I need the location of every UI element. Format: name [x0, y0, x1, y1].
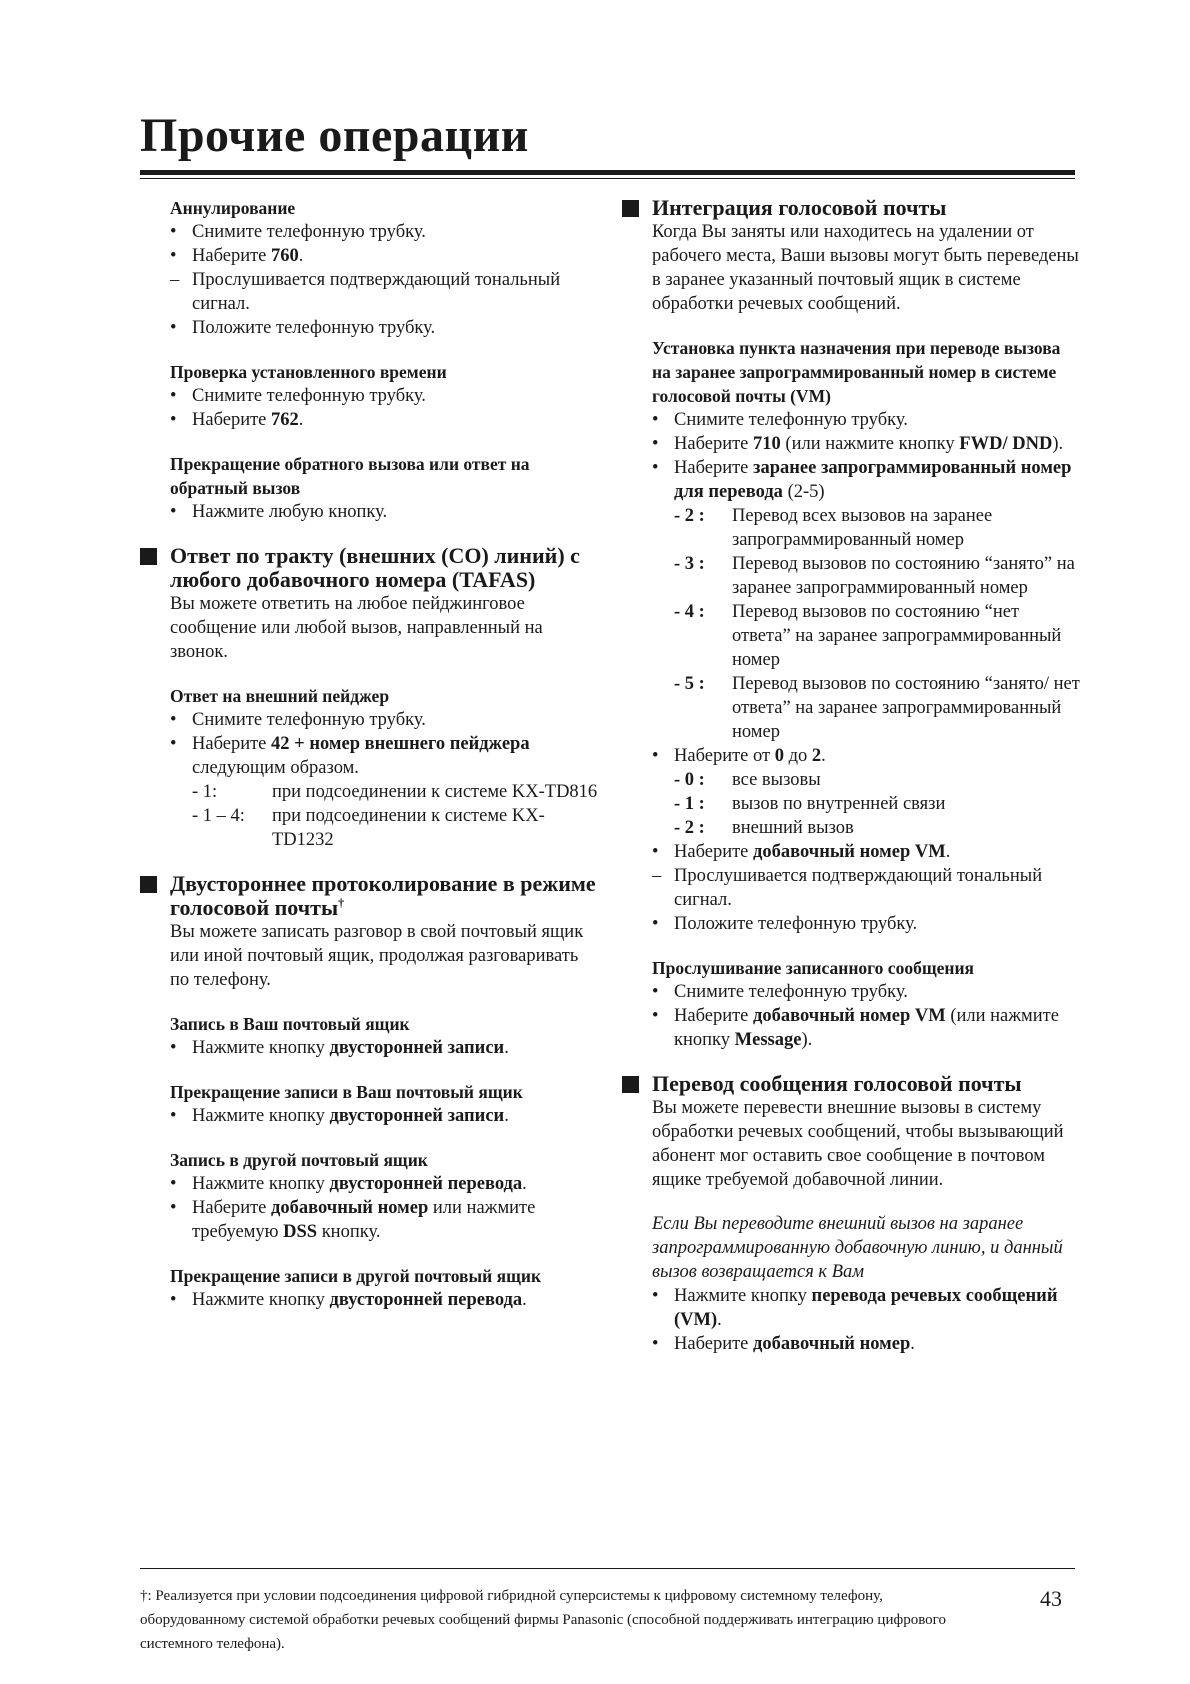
record-other-title: Запись в другой почтовый ящик — [170, 1150, 428, 1170]
stop-callback-steps — [140, 500, 600, 524]
square-bullet-icon — [622, 200, 639, 217]
list-item: • Снимите телефонную трубку. — [652, 980, 1082, 1004]
list-item: • Наберите от 0 до 2. - 0 : все вызовы - 1 : вызов по внутренней связи - 2 : внешний вызов — [652, 744, 1082, 840]
list-item: • Нажмите кнопку двусторонней перевода. — [170, 1172, 600, 1196]
listen-message-title: Прослушивание записанного сообщения — [652, 958, 974, 978]
right-column — [622, 196, 1082, 1356]
listen-message-steps — [622, 980, 1082, 1052]
two-way-record-heading: Двустороннее протоколирование в режиме голосовой почты† — [140, 872, 600, 920]
cancel-title: Аннулирование — [170, 198, 296, 218]
stop-other-title: Прекращение записи в другой почтовый ящик — [170, 1266, 542, 1286]
record-own-title: Запись в Ваш почтовый ящик — [170, 1014, 410, 1034]
option-item: - 2 : внешний вызов — [674, 818, 854, 838]
list-item: – Прослушивается подтверждающий тональный сигнал. — [652, 864, 1082, 912]
list-item: • Наберите 710 (или нажмите кнопку FWD/ DND). — [652, 432, 1082, 456]
code-762: 762 — [271, 410, 299, 430]
list-item: • Снимите телефонную трубку. — [170, 384, 600, 408]
option-item: - 1 – 4: при подсоединении к системе KX-TD1232 — [192, 806, 545, 850]
left-column — [140, 196, 600, 1312]
vm-integration-description: Когда Вы заняты или находитесь на удалении от рабочего места, Ваши вызовы могут быть переведены в заранее указанный почтовый ящик в системе обработки речевых сообщений. — [652, 222, 1079, 314]
list-item: • Наберите добавочный номер или нажмите требуемую DSS кнопку. — [170, 1196, 600, 1244]
square-bullet-icon — [140, 548, 157, 565]
tafas-description: Вы можете ответить на любое пейджинговое сообщение или любой вызов, направленный на звонок. — [170, 594, 543, 662]
square-bullet-icon — [140, 876, 157, 893]
check-time-title: Проверка установленного времени — [170, 362, 447, 382]
set-destination-title: Установка пункта назначения при переводе вызова на заранее запрограммированный номер в системе голосовой почты (VM) — [652, 338, 1061, 406]
square-bullet-icon — [622, 1076, 639, 1093]
list-item: • Наберите 760. — [170, 244, 600, 268]
dagger-mark: † — [338, 895, 345, 910]
check-time-steps — [140, 384, 600, 432]
list-item: • Снимите телефонную трубку. — [170, 708, 600, 732]
vm-integration-heading: Интеграция голосовой почты — [622, 196, 1082, 220]
vm-transfer-description: Вы можете перевести внешние вызовы в систему обработки речевых сообщений, чтобы вызывающий абонент мог оставить свое сообщение в почтовом ящике требуемой добавочной линии. — [652, 1098, 1064, 1190]
list-item: – Прослушивается подтверждающий тональный сигнал. — [170, 268, 600, 316]
list-item: • Наберите заранее запрограммированный номер для перевода (2-5) - 2 : Перевод всех вызовов на заранее запрограммированный номер - 3 : Перевод вызовов по состоянию “занято” на заранее запрограммированный номер - 4 : Перевод вызовов по состоянию “нет ответа” на заранее запрограммированный номер - 5 : Перевод вызовов по состоянию “занято/ нет ответа” на заранее запрограммированный номер — [652, 456, 1082, 744]
option-item: - 3 : Перевод вызовов по состоянию “занято” на заранее запрограммированный номер — [674, 554, 1075, 598]
page-title: Прочие операции — [140, 109, 529, 162]
option-item: - 0 : все вызовы — [674, 770, 821, 790]
list-item: • Наберите 762. — [170, 408, 600, 432]
list-item: • Положите телефонную трубку. — [652, 912, 1082, 936]
option-item: - 2 : Перевод всех вызовов на заранее запрограммированный номер — [674, 506, 993, 550]
set-destination-steps — [622, 408, 1082, 936]
list-item: • Нажмите кнопку перевода речевых сообщений (VM). — [652, 1284, 1082, 1332]
option-item: - 1: при подсоединении к системе KX-TD816 — [192, 782, 598, 802]
footnote: †: Реализуется при условии подсоединения цифровой гибридной суперсистемы к цифровому системному телефону, оборудованному системой обработки речевых сообщений фирмы Panasonic (способной поддерживать интеграцию цифрового системного телефона). — [140, 1588, 946, 1652]
list-item: • Наберите добавочный номер VM (или нажмите кнопку Message). — [652, 1004, 1082, 1052]
tafas-heading: Ответ по тракту (внешних (CO) линий) с любого добавочного номера (TAFAS) — [140, 544, 600, 592]
list-item: • Нажмите кнопку двусторонней перевода. — [170, 1288, 600, 1312]
title-rule-thin — [140, 178, 1075, 179]
cancel-steps — [140, 220, 600, 340]
vm-transfer-condition: Если Вы переводите внешний вызов на заранее запрограммированную добавочную линию, и данный вызов возвращается к Вам — [652, 1214, 1063, 1282]
vm-transfer-heading: Перевод сообщения голосовой почты — [622, 1072, 1082, 1096]
two-way-description: Вы можете записать разговор в свой почтовый ящик или иной почтовый ящик, продолжая разговаривать по телефону. — [170, 922, 584, 990]
list-item: • Наберите 42 + номер внешнего пейджера следующим образом. - 1: при подсоединении к системе KX-TD816 - 1 – 4: при подсоединении к системе KX-TD1232 — [170, 732, 600, 852]
page-number: 43 — [1040, 1586, 1062, 1611]
option-item: - 4 : Перевод вызовов по состоянию “нет ответа” на заранее запрограммированный номер — [674, 602, 1062, 670]
code-760: 760 — [271, 246, 299, 266]
stop-own-title: Прекращение записи в Ваш почтовый ящик — [170, 1082, 523, 1102]
title-rule-thick — [140, 170, 1075, 175]
vm-transfer-steps — [622, 1284, 1082, 1356]
list-item: • Нажмите кнопку двусторонней записи. — [170, 1104, 600, 1128]
pager-answer-steps — [140, 708, 600, 852]
list-item: • Наберите добавочный номер VM. — [652, 840, 1082, 864]
list-item: • Положите телефонную трубку. — [170, 316, 600, 340]
list-item: • Снимите телефонную трубку. — [170, 220, 600, 244]
list-item: • Нажмите кнопку двусторонней записи. — [170, 1036, 600, 1060]
list-item: • Снимите телефонную трубку. — [652, 408, 1082, 432]
option-item: - 1 : вызов по внутренней связи — [674, 794, 946, 814]
list-item: • Нажмите любую кнопку. — [170, 500, 600, 524]
pager-answer-title: Ответ на внешний пейджер — [170, 686, 390, 706]
option-item: - 5 : Перевод вызовов по состоянию “занято/ нет ответа” на заранее запрограммированный номер — [674, 674, 1080, 742]
list-item: • Наберите добавочный номер. — [652, 1332, 1082, 1356]
stop-callback-title: Прекращение обратного вызова или ответ на обратный вызов — [170, 454, 530, 498]
footnote-rule — [140, 1568, 1075, 1569]
